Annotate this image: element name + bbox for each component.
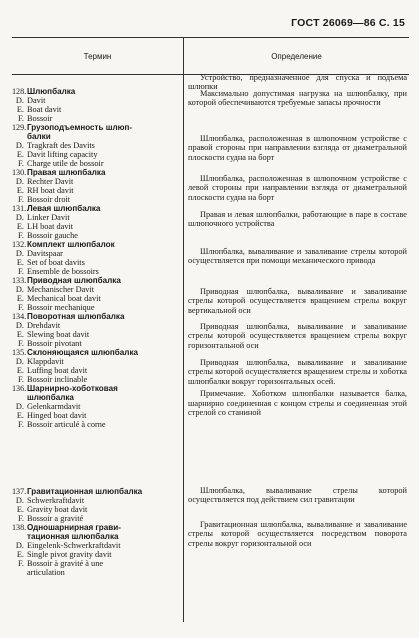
term-german: D. Klappdavit: [15, 357, 64, 366]
term-russian-text: тационная шлюпбалка: [27, 532, 119, 541]
term-number: 128.: [12, 87, 27, 96]
definition-cell: [188, 89, 407, 108]
term-russian-text: Склоняющаяся шлюпбалка: [27, 348, 139, 357]
term-french: F. Bossoir gauche: [17, 231, 78, 240]
table-header: [12, 37, 409, 75]
term-russian-text: балки: [27, 132, 51, 141]
term-english: E. Set of boat davits: [16, 258, 85, 267]
term-russian-text: Шарнирно-хоботковая: [27, 384, 118, 393]
term-number: 137.: [12, 487, 27, 496]
term-russian-text: шлюпбалка: [27, 393, 74, 402]
term-number: 131.: [12, 204, 27, 213]
term-russian-text: Шлюпбалка: [27, 87, 76, 96]
definition-cell: [188, 358, 407, 417]
term-russian: [12, 523, 180, 532]
term-russian: [12, 123, 180, 132]
column-header-definition: Определение: [271, 51, 322, 61]
definition-cell: [188, 287, 407, 315]
term-number: 130.: [12, 168, 27, 177]
term-russian: [12, 384, 180, 393]
term-french: F. Bossoir droit: [17, 195, 71, 204]
definition-note: Примечание. Хоботком шлюпбалки называется балка, шарнирно соединенная с концом стрелы и соединенная этой стрелой со станиной: [188, 389, 407, 418]
term-english: E. Davit lifting capacity: [16, 150, 98, 159]
term-french: F. Ensemble de bossoirs: [17, 267, 99, 276]
term-number: 129.: [12, 123, 27, 132]
definition-text: Устройство, предназначенное для спуска и подъема шлюпки: [188, 73, 407, 92]
term-german: D. Schwerkraftdavit: [15, 496, 85, 505]
definition-text: Шлюпбалка, вываливание стрелы которой осуществляется под действием сил гравитации: [188, 486, 407, 505]
term-english: E. LH boat davit: [16, 222, 74, 231]
term-number: 132.: [12, 240, 27, 249]
page-header: ГОСТ 26069—86 С. 15: [291, 17, 405, 29]
term-english: E. Luffing boat davit: [16, 366, 88, 375]
term-french: F. Charge utile de bossoir: [17, 159, 104, 168]
term-english: E. Single pivot gravity davit: [16, 550, 112, 559]
term-english: E. Gravity boat davit: [16, 505, 88, 514]
term-english: E. Slewing boat davit: [16, 330, 90, 339]
term-cell: [12, 168, 180, 204]
term-german: D. Davit: [15, 96, 46, 105]
term-german: D. Drehdavit: [15, 321, 61, 330]
term-russian: [12, 276, 180, 285]
term-cell: [12, 487, 180, 523]
term-russian: [12, 532, 180, 541]
term-french: F. Bossoir mechanique: [17, 303, 95, 312]
term-cell: [12, 384, 180, 429]
definition-cell: [188, 322, 407, 350]
term-russian: [12, 348, 180, 357]
document-table: [12, 37, 409, 622]
term-french: F. Bossoir pivotant: [17, 339, 82, 348]
term-french: F. Bossoir inclinable: [17, 375, 88, 384]
definition-text: Приводная шлюпбалка, вываливание и заваливание стрелы которой осуществляется вращением стрелы вокруг горизонтальной оси: [188, 322, 407, 350]
term-number: 138.: [12, 523, 27, 532]
term-english: E. Boat davit: [16, 105, 62, 114]
term-french-continued: articulation: [27, 568, 65, 577]
column-header-term: Термин: [12, 38, 184, 74]
term-number: 133.: [12, 276, 27, 285]
term-russian: [12, 132, 180, 141]
term-russian: [12, 168, 180, 177]
term-cell: [12, 87, 180, 123]
definition-cell: [188, 134, 407, 162]
term-russian-text: Правая шлюпбалка: [27, 168, 106, 177]
term-russian-text: Приводная шлюпбалка: [27, 276, 121, 285]
term-russian: [12, 312, 180, 321]
term-russian: [12, 393, 180, 402]
term-english: E. Hinged boat davit: [16, 411, 87, 420]
term-german: D. Tragkraft des Davits: [15, 141, 95, 150]
definition-text: Шлюпбалка, вываливание и заваливание стрелы которой осуществляется при помощи механического привода: [188, 247, 407, 266]
definition-cell: [188, 486, 407, 505]
definition-text: Шлюпбалка, расположенная в шлюпочном устройстве с правой стороны при направлении взгляда от диаметральной плоскости судна на борт: [188, 134, 407, 162]
term-french: F. Bossoir à gravité à une: [17, 559, 104, 568]
term-cell: [12, 348, 180, 384]
term-russian: [12, 240, 180, 249]
definition-text: Правая и левая шлюпбалки, работающие в паре в составе шлюпочного устройства: [188, 210, 407, 229]
term-french: F. Bossoir a gravité: [17, 514, 84, 523]
definition-cell: [188, 247, 407, 266]
term-russian-text: Поворотная шлюпбалка: [27, 312, 125, 321]
term-russian-text: Одношарнирная грави-: [27, 523, 121, 532]
definition-text: Шлюпбалка, расположенная в шлюпочном устройстве с левой стороны при направлении взгляда от диаметральной плоскости судна на борт: [188, 174, 407, 202]
term-french: F. Bossoir articulé à corne: [17, 420, 106, 429]
term-russian-text: Левая шлюпбалка: [27, 204, 101, 213]
term-german: D. Gelenkarmdavit: [15, 402, 81, 411]
term-cell: [12, 240, 180, 276]
table-body: [12, 73, 409, 622]
term-german: D. Mechanischer Davit: [15, 285, 95, 294]
definition-text: Приводная шлюпбалка, вываливание и заваливание стрелы которой осуществляется вращением стрелы вокруг вертикальной оси: [188, 287, 407, 315]
definition-cell: [188, 520, 407, 548]
term-german: D. Davitspaar: [15, 249, 63, 258]
term-russian-text: Грузоподъемность шлюп-: [27, 123, 133, 132]
term-russian-text: Гравитационная шлюпбалка: [27, 487, 143, 496]
term-cell: [12, 204, 180, 240]
term-russian: [12, 87, 180, 96]
term-german: D. Linker Davit: [15, 213, 70, 222]
definition-text: Приводная шлюпбалка, вываливание и заваливание стрелы которой осуществляется вращением стрелы и хоботка шлюпбалки вокруг горизонтальных осей.: [188, 358, 407, 386]
definition-text: Максимально допустимая нагрузка на шлюпбалку, при которой обеспечиваются требуемые запасы прочности: [188, 89, 407, 108]
term-russian-text: Комплект шлюпбалок: [27, 240, 115, 249]
term-russian: [12, 204, 180, 213]
definition-text: Гравитационная шлюпбалка, вываливание и заваливание стрелы которой осуществляется посредством поворота стрелы вокруг горизонтальной оси: [188, 520, 407, 548]
term-number: 136.: [12, 384, 27, 393]
term-number: 135.: [12, 348, 27, 357]
term-english: E. Mechanical boat davit: [16, 294, 101, 303]
term-french: F. Bossoir: [17, 114, 53, 123]
definition-cell: [188, 174, 407, 202]
term-cell: [12, 523, 180, 577]
term-english: E. RH boat davit: [16, 186, 74, 195]
term-number: 134.: [12, 312, 27, 321]
term-cell: [12, 123, 180, 168]
term-german: D. Rechter Davit: [15, 177, 74, 186]
term-russian: [12, 487, 180, 496]
definition-cell: [188, 210, 407, 229]
term-cell: [12, 276, 180, 312]
term-cell: [12, 312, 180, 348]
term-german: D. Eingelenk-Schwerkraftdavit: [15, 541, 121, 550]
